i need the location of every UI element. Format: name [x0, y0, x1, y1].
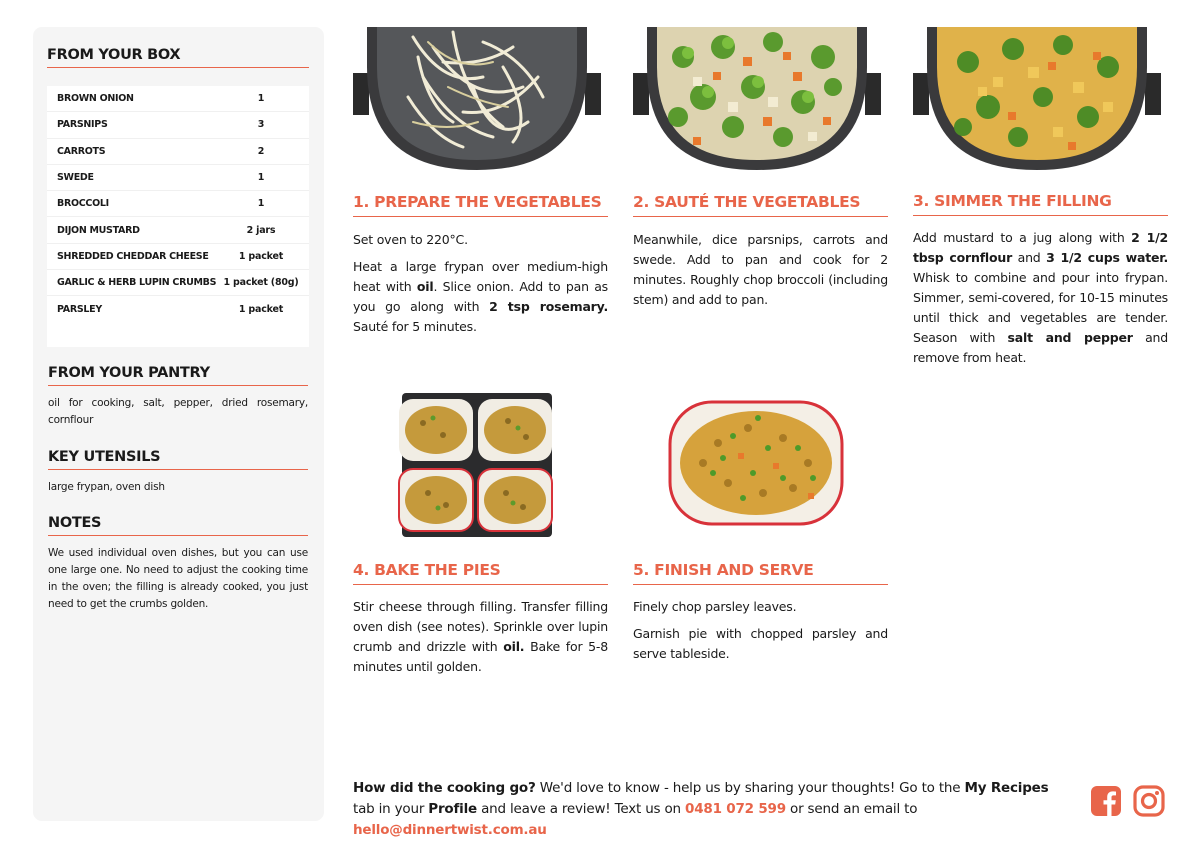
step-1-title: 1. PREPARE THE VEGETABLES [353, 193, 608, 217]
ingredient-qty: 1 [257, 93, 265, 105]
step-paragraph [633, 230, 888, 310]
step-5-title: 5. FINISH AND SERVE [633, 561, 888, 585]
ingredient-qty: 2 [257, 145, 265, 157]
step-paragraph [913, 228, 1168, 368]
ingredient-row [47, 139, 309, 165]
ingredient-row [47, 217, 309, 243]
step-paragraph [633, 624, 888, 664]
ingredient-row [47, 165, 309, 191]
ingredient-row [47, 296, 309, 322]
ingredient-row [47, 244, 309, 270]
ingredient-qty: 1 packet [238, 304, 284, 316]
step-text-run: Garnish pie with chopped parsley and serve tableside. [633, 626, 888, 661]
step-text-run: Add mustard to a jug along with [913, 230, 1132, 245]
ingredients-sidebar [33, 27, 324, 821]
feedback-footer [353, 778, 1073, 841]
footer-text-2: tab in your [353, 801, 429, 817]
step-5-text [633, 597, 888, 671]
ingredient-qty: 2 jars [246, 224, 276, 236]
step-1-text [353, 230, 608, 344]
step-3-text [913, 228, 1168, 375]
ingredient-row [47, 86, 309, 112]
step-3-photo [913, 27, 1161, 170]
utensils-text: large frypan, oven dish [48, 481, 165, 493]
step-text-run: Stir cheese through filling. Transfer filling oven dish (see notes). Sprinkle over lupin crumb and drizzle with [353, 599, 608, 654]
step-text-run: and [1012, 250, 1047, 265]
step-text-run: Set oven to 220°C. [353, 232, 468, 247]
pan-handle-right [585, 73, 601, 115]
pan-handle-left [353, 73, 369, 115]
step-paragraph [633, 597, 888, 617]
step-text-run: Heat a large frypan over medium-high heat with [353, 259, 608, 294]
bold-ingredient: 2 tsp rosemary. [489, 299, 608, 314]
ingredient-name: CARROTS [57, 145, 106, 157]
step-2-photo [633, 27, 881, 170]
footer-text-4: or send an email to [785, 801, 918, 817]
ingredient-qty: 1 packet [238, 250, 284, 262]
ingredient-qty: 1 [257, 198, 265, 210]
notes-heading: NOTES [48, 515, 308, 536]
email-link[interactable]: hello@dinnertwist.com.au [353, 822, 547, 838]
my-recipes-link[interactable]: My Recipes [964, 780, 1049, 796]
ingredient-name: PARSLEY [57, 304, 102, 316]
step-text-run: Finely chop parsley leaves. [633, 599, 797, 614]
ingredient-name: PARSNIPS [57, 119, 108, 131]
bold-ingredient: 2 1/2 tbsp cornflour [913, 230, 1168, 265]
ingredient-name: BROWN ONION [57, 93, 134, 105]
step-paragraph [353, 230, 608, 250]
instagram-icon[interactable] [1133, 785, 1165, 817]
ingredient-row [47, 270, 309, 296]
footer-text-1: We'd love to know - help us by sharing your thoughts! Go to the [535, 780, 965, 796]
step-5-photo [668, 398, 844, 528]
step-paragraph [353, 257, 608, 337]
bold-ingredient: salt and pepper [1007, 330, 1133, 345]
step-4-text [353, 597, 608, 684]
ingredient-name: SHREDDED CHEDDAR CHEESE [57, 250, 209, 262]
ingredients-table [47, 86, 309, 347]
ingredient-name: GARLIC & HERB LUPIN CRUMBS [57, 277, 217, 289]
step-text-run: Meanwhile, dice parsnips, carrots and swede. Add to pan and cook for 2 minutes. Roughly chop broccoli (including stem) and add to pan. [633, 232, 888, 307]
step-4-photo [398, 393, 556, 537]
from-your-pantry-heading: FROM YOUR PANTRY [48, 365, 308, 386]
step-text-run: Sauté for 5 minutes. [353, 319, 477, 334]
step-2-text [633, 230, 888, 317]
phone-link[interactable]: 0481 072 599 [685, 801, 786, 817]
bold-ingredient: 3 1/2 cups water. [1046, 250, 1168, 265]
bold-ingredient: oil [416, 279, 434, 294]
key-utensils-heading: KEY UTENSILS [48, 449, 308, 470]
ingredient-name: SWEDE [57, 172, 94, 184]
facebook-icon[interactable] [1090, 785, 1122, 817]
footer-question: How did the cooking go? [353, 780, 536, 796]
ingredient-row [47, 191, 309, 217]
step-4-title: 4. BAKE THE PIES [353, 561, 608, 585]
step-text-run: Bake for 5-8 minutes until golden. [353, 639, 608, 674]
ingredient-name: DIJON MUSTARD [57, 224, 140, 236]
step-text-run: and remove from heat. [913, 330, 1168, 365]
step-1-photo [353, 27, 601, 170]
profile-link[interactable]: Profile [428, 801, 477, 817]
ingredient-row [47, 112, 309, 138]
step-paragraph [353, 597, 608, 677]
step-3-title: 3. SIMMER THE FILLING [913, 192, 1168, 216]
pantry-text: oil for cooking, salt, pepper, dried rosemary, cornflour [48, 397, 308, 426]
notes-text: We used individual oven dishes, but you can use one large one. No need to adjust the cooking time in the oven; the filling is already cooked, you just need to get the crumbs golden. [48, 547, 308, 610]
ingredient-qty: 1 [257, 172, 265, 184]
step-text-run: Whisk to combine and pour into frypan. Simmer, semi-covered, for 10-15 minutes until thick and vegetables are tender. Season with [913, 270, 1168, 345]
footer-text-3: and leave a review! Text us on [477, 801, 685, 817]
ingredient-qty: 3 [257, 119, 265, 131]
bold-ingredient: oil. [503, 639, 525, 654]
ingredient-name: BROCCOLI [57, 198, 109, 210]
from-your-box-heading: FROM YOUR BOX [47, 47, 309, 68]
step-2-title: 2. SAUTÉ THE VEGETABLES [633, 193, 888, 217]
step-text-run: . Slice onion. Add to pan as you go along with [353, 279, 608, 314]
ingredient-qty: 1 packet (80g) [223, 277, 299, 289]
